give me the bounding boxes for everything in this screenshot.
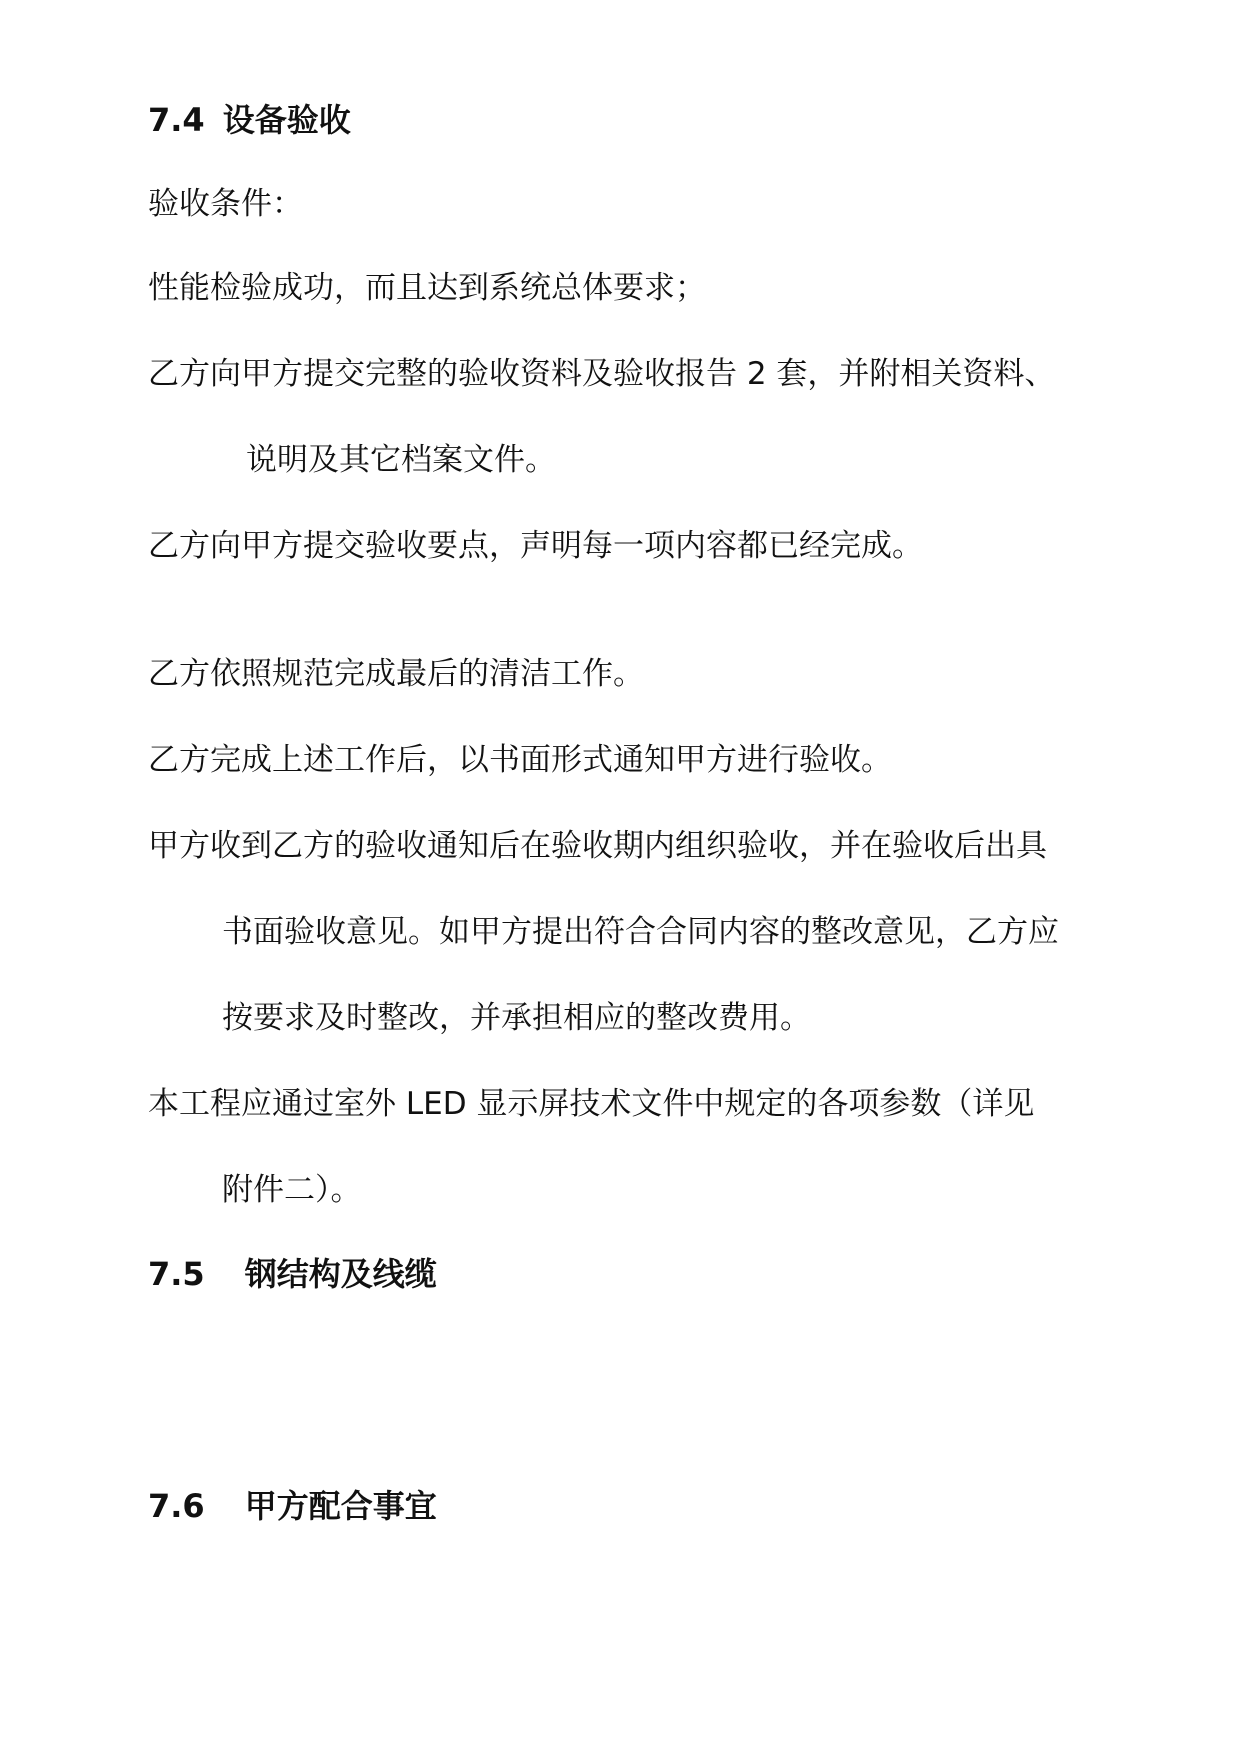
paragraph-line: 乙方向甲方提交完整的验收资料及验收报告 2 套，并附相关资料、 — [148, 356, 1056, 392]
paragraph-line: 性能检验成功，而且达到系统总体要求； — [148, 270, 706, 306]
section-heading-7-6 — [148, 1486, 437, 1526]
section-title: 钢结构及线缆 — [244, 1255, 437, 1293]
paragraph-line: 乙方完成上述工作后，以书面形式通知甲方进行验收。 — [148, 742, 892, 778]
section-heading-7-5 — [148, 1254, 437, 1294]
section-title: 设备验收 — [222, 101, 351, 139]
section-number: 7.5 — [148, 1255, 205, 1293]
section-number: 7.4 — [148, 101, 205, 139]
section-number: 7.6 — [148, 1487, 205, 1525]
paragraph-line: 验收条件： — [148, 186, 303, 222]
paragraph-line: 乙方依照规范完成最后的清洁工作。 — [148, 656, 644, 692]
paragraph-line-continued: 书面验收意见。如甲方提出符合合同内容的整改意见，乙方应 — [222, 914, 1059, 950]
paragraph-line-continued: 按要求及时整改，并承担相应的整改费用。 — [222, 1000, 811, 1036]
section-title: 甲方配合事宜 — [244, 1487, 437, 1525]
paragraph-line: 乙方向甲方提交验收要点，声明每一项内容都已经完成。 — [148, 528, 923, 564]
paragraph-line-continued: 说明及其它档案文件。 — [246, 442, 556, 478]
paragraph-line: 本工程应通过室外 LED 显示屏技术文件中规定的各项参数（详见 — [148, 1086, 1035, 1122]
paragraph-line: 甲方收到乙方的验收通知后在验收期内组织验收，并在验收后出具 — [148, 828, 1047, 864]
section-heading-7-4 — [148, 100, 351, 140]
paragraph-line-continued: 附件二）。 — [222, 1172, 362, 1208]
